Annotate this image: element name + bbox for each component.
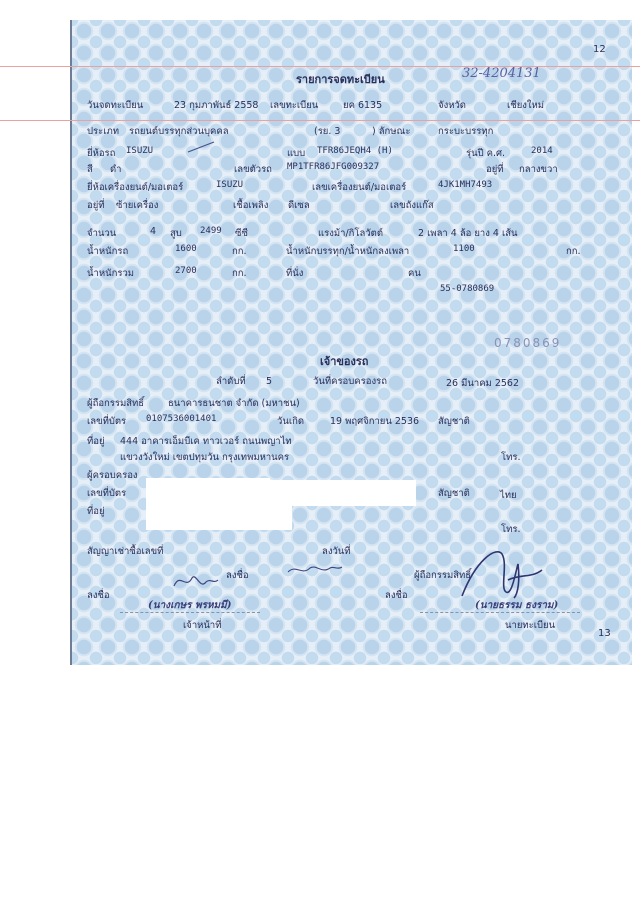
sequence: 5 (266, 376, 273, 387)
engine-cc-unit: ซีซี (235, 228, 248, 239)
engine-no-label: เลขเครื่องยนต์/มอเตอร์ (312, 182, 407, 193)
holder-id: 0107536001401 (146, 414, 217, 424)
possessor-address-label: ที่อยู่ (87, 506, 105, 517)
fuel-label: เชื้อเพลิง (233, 200, 269, 211)
color-label: สี (87, 164, 93, 175)
holder-tel-label: โทร. (501, 452, 521, 463)
officer-sign-line (120, 612, 260, 613)
seats-unit: คน (408, 268, 421, 279)
gross-weight: 2700 (175, 266, 197, 276)
color: ดำ (110, 164, 122, 175)
chassis-location: กลางขวา (519, 164, 558, 175)
holder-label: ผู้ถือกรรมสิทธิ์ (87, 398, 145, 409)
registration-title: รายการจดทะเบียน (296, 73, 385, 86)
model-year: 2014 (531, 146, 553, 156)
document-number: 55-0780869 (440, 284, 495, 294)
registrar-signature (456, 540, 546, 600)
handwritten-code: 32-4204131 (462, 66, 541, 81)
model-label: แบบ (287, 148, 306, 159)
redaction-block (266, 500, 292, 530)
chassis-location-label: อยู่ที่ (486, 164, 504, 175)
holder-address-line1: 444 อาคารเอ็มบีเค ทาวเวอร์ ถนนพญาไท (120, 436, 292, 447)
cylinders-label: จำนวน (87, 228, 117, 239)
holder-nationality-label: สัญชาติ (438, 416, 470, 427)
holder: ธนาคารธนชาต จำกัด (มหาชน) (168, 398, 300, 409)
gross-weight-label: น้ำหนักรวม (87, 268, 135, 279)
redaction-block (146, 478, 270, 530)
possessor-nationality: ไทย (500, 490, 517, 501)
possessor-nationality-label: สัญชาติ (438, 488, 470, 499)
header-rule (0, 66, 640, 67)
registrar-name: (นายธรรม ธงราม) (475, 600, 559, 611)
possessor-label: ผู้ครอบครอง (87, 470, 138, 481)
reg-date: 23 กุมภาพันธ์ 2558 (174, 100, 259, 111)
type: รถยนต์บรรทุกส่วนบุคคล (129, 126, 229, 137)
vehicle-weight: 1600 (175, 244, 197, 254)
contract-date-label: ลงวันที่ (322, 546, 351, 557)
page-number-bottom: 13 (598, 628, 611, 639)
possessor-tel-label: โทร. (501, 524, 521, 535)
registrar-label: นายทะเบียน (505, 620, 556, 631)
brand-label: ยี่ห้อรถ (87, 148, 116, 159)
vehicle-weight-unit: กก. (232, 246, 247, 257)
power-label: แรงม้า/กิโลวัตต์ (318, 228, 384, 239)
province: เชียงใหม่ (507, 100, 545, 111)
sequence-label: ลำดับที่ (216, 376, 246, 387)
plate-label: เลขทะเบียน (270, 100, 319, 111)
vehicle-weight-label: น้ำหนักรถ (87, 246, 129, 257)
axle-info: 2 เพลา 4 ล้อ ยาง 4 เส้น (418, 228, 518, 239)
engine-no: 4JK1MH7493 (438, 180, 493, 190)
style-label: ) ลักษณะ (372, 126, 411, 137)
fuel: ดีเซล (288, 200, 310, 211)
plate: ยค 6135 (343, 100, 383, 111)
model: TFR86JEQH4 (H) (317, 146, 393, 156)
holder-sign-label: ผู้ถือกรรมสิทธิ์ (414, 570, 472, 581)
gas-tank-label: เลขถังแก๊ส (390, 200, 434, 211)
load-weight-unit: กก. (566, 246, 581, 257)
registrar-sign-line (420, 612, 580, 613)
load-weight-label: น้ำหนักบรรทุก/น้ำหนักลงเพลา (286, 246, 410, 257)
holder-address-line2: แขวงวังใหม่ เขตปทุมวัน กรุงเทพมหานคร (120, 452, 290, 463)
holder-birth-label: วันเกิด (277, 416, 304, 427)
contract-label: สัญญาเช่าซื้อเลขที่ (87, 546, 164, 557)
engine-location: ซ้ายเครื่อง (116, 200, 159, 211)
sign-label-officer: ลงชื่อ (87, 590, 110, 601)
owner-title: เจ้าของรถ (320, 355, 369, 368)
ownership-date: 26 มีนาคม 2562 (446, 378, 520, 389)
style: กระบะบรรทุก (438, 126, 494, 137)
engine-brand: ISUZU (216, 180, 244, 190)
page-number-top: 12 (593, 44, 606, 55)
officer-label: เจ้าหน้าที่ (183, 620, 222, 631)
holder-id-label: เลขที่บัตร (87, 416, 127, 427)
ownership-date-label: วันที่ครอบครองรถ (313, 376, 387, 387)
province-label: จังหวัด (438, 100, 466, 111)
holder-address-label: ที่อยู่ (87, 436, 105, 447)
sign-label-registrar: ลงชื่อ (385, 590, 408, 601)
engine-location-label: อยู่ที่ (87, 200, 105, 211)
sign-label-holder-line: ลงชื่อ (226, 570, 249, 581)
reg-date-label: วันจดทะเบียน (87, 100, 144, 111)
officer-name: (นางเกษร พรหมมี) (148, 600, 232, 611)
chassis: MP1TFR86JFG009327 (287, 162, 380, 172)
holder-birth: 19 พฤศจิกายน 2536 (330, 416, 420, 427)
engine-cc: 2499 (200, 226, 222, 236)
gross-weight-unit: กก. (232, 268, 247, 279)
model-year-label: รุ่นปี ค.ศ. (466, 148, 506, 159)
holder-signature (284, 558, 344, 580)
rl-code: (รย. 3 (314, 126, 341, 137)
type-label: ประเภท (87, 126, 120, 137)
initial-signature (170, 568, 220, 594)
chassis-label: เลขตัวรถ (234, 164, 272, 175)
stamp-number: 0780869 (494, 336, 562, 350)
header-rule (0, 120, 640, 121)
cylinders-unit: สูบ (170, 228, 182, 239)
pen-mark (186, 140, 216, 154)
seats-label: ที่นั่ง (286, 268, 304, 279)
cylinders: 4 (150, 226, 157, 237)
engine-brand-label: ยี่ห้อเครื่องยนต์/มอเตอร์ (87, 182, 184, 193)
brand: ISUZU (126, 146, 154, 156)
possessor-id-label: เลขที่บัตร (87, 488, 127, 499)
load-weight: 1100 (453, 244, 475, 254)
